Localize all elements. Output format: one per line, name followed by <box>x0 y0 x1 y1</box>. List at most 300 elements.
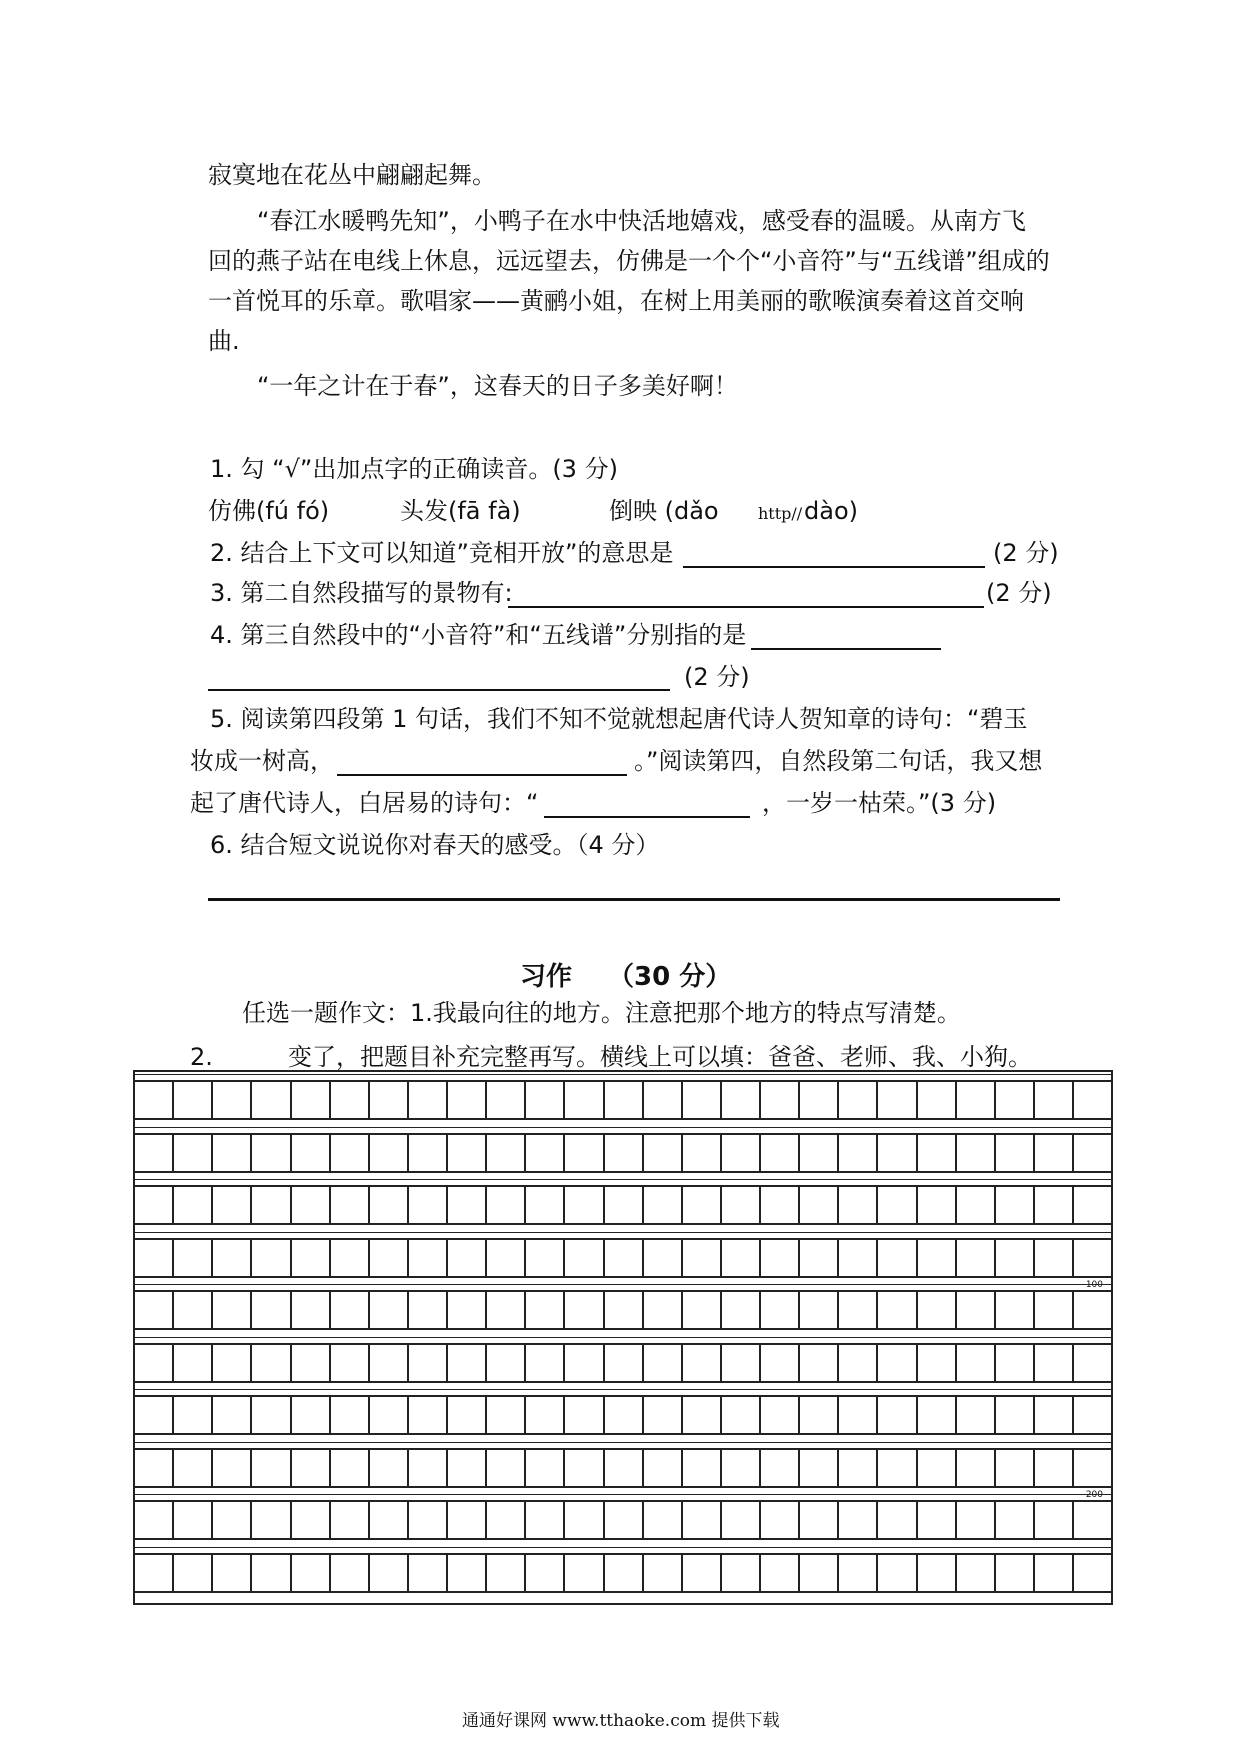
grid-cell[interactable] <box>563 1448 602 1488</box>
grid-cell[interactable] <box>211 1553 250 1593</box>
grid-row <box>135 1343 1111 1383</box>
question-6: 6. 结合短文说说你对春天的感受。（4 分） <box>210 831 660 859</box>
grid-cell[interactable] <box>211 1448 250 1488</box>
grid-cell[interactable] <box>135 1343 172 1383</box>
grid-cell[interactable] <box>955 1553 994 1593</box>
grid-cell[interactable] <box>368 1343 407 1383</box>
grid-cell[interactable] <box>837 1185 876 1225</box>
grid-cell[interactable] <box>994 1448 1033 1488</box>
grid-cell[interactable] <box>250 1500 289 1540</box>
grid-cell[interactable] <box>642 1500 681 1540</box>
grid-cell[interactable] <box>916 1553 955 1593</box>
grid-cell[interactable] <box>876 1080 915 1120</box>
grid-cell[interactable] <box>876 1238 915 1278</box>
grid-cell[interactable] <box>603 1133 642 1173</box>
grid-cell[interactable] <box>916 1185 955 1225</box>
grid-cell[interactable] <box>642 1448 681 1488</box>
grid-cell[interactable] <box>250 1448 289 1488</box>
grid-cell[interactable] <box>172 1238 211 1278</box>
grid-cell[interactable] <box>994 1133 1033 1173</box>
grid-cell[interactable] <box>916 1290 955 1330</box>
grid-cell[interactable] <box>1072 1395 1111 1435</box>
grid-rule-line <box>135 1337 1111 1338</box>
grid-cell[interactable] <box>603 1080 642 1120</box>
grid-rule-line <box>135 1074 1111 1075</box>
grid-cell[interactable] <box>837 1080 876 1120</box>
grid-cell[interactable] <box>211 1290 250 1330</box>
grid-cell[interactable] <box>1072 1185 1111 1225</box>
composition-instruction-2: 变了，把题目补充完整再写。横线上可以填：爸爸、老师、我、小狗。 <box>288 1043 1032 1071</box>
grid-cell[interactable] <box>563 1395 602 1435</box>
grid-cell[interactable] <box>720 1290 759 1330</box>
grid-cell[interactable] <box>290 1185 329 1225</box>
grid-cell[interactable] <box>955 1448 994 1488</box>
q5-answer-line-2[interactable] <box>544 790 750 818</box>
grid-cell[interactable] <box>1033 1553 1072 1593</box>
grid-cell[interactable] <box>172 1080 211 1120</box>
grid-cell[interactable] <box>759 1185 798 1225</box>
grid-cell[interactable] <box>135 1553 172 1593</box>
grid-cell[interactable] <box>720 1238 759 1278</box>
grid-cell[interactable] <box>446 1395 485 1435</box>
grid-cell[interactable] <box>485 1185 524 1225</box>
composition-instruction-2-number: 2. <box>190 1043 213 1071</box>
grid-cell[interactable] <box>250 1553 289 1593</box>
passage-para3: “一年之计在于春”，这春天的日子多美好啊！ <box>257 372 738 400</box>
grid-cell[interactable] <box>563 1500 602 1540</box>
grid-cell[interactable] <box>329 1500 368 1540</box>
grid-cell[interactable] <box>250 1185 289 1225</box>
grid-cell[interactable] <box>642 1395 681 1435</box>
grid-row <box>135 1238 1111 1278</box>
grid-cell[interactable] <box>290 1080 329 1120</box>
grid-cell[interactable] <box>916 1133 955 1173</box>
grid-marker-200: 200 <box>1085 1489 1103 1500</box>
grid-cell[interactable] <box>720 1343 759 1383</box>
grid-cell[interactable] <box>290 1553 329 1593</box>
grid-cell[interactable] <box>1072 1500 1111 1540</box>
grid-cell[interactable] <box>172 1500 211 1540</box>
grid-cell[interactable] <box>135 1238 172 1278</box>
grid-cell[interactable] <box>407 1290 446 1330</box>
grid-cell[interactable] <box>994 1500 1033 1540</box>
question-3: 3. 第二自然段描写的景物有: <box>210 579 513 607</box>
grid-cell[interactable] <box>329 1343 368 1383</box>
grid-cell[interactable] <box>876 1343 915 1383</box>
grid-marker-100: 100 <box>1085 1279 1103 1290</box>
grid-cell[interactable] <box>446 1238 485 1278</box>
grid-cell[interactable] <box>681 1185 720 1225</box>
grid-cell[interactable] <box>798 1500 837 1540</box>
grid-cell[interactable] <box>563 1290 602 1330</box>
grid-cell[interactable] <box>837 1448 876 1488</box>
grid-cell[interactable] <box>798 1448 837 1488</box>
grid-cell[interactable] <box>446 1080 485 1120</box>
grid-cell[interactable] <box>876 1448 915 1488</box>
grid-cell[interactable] <box>759 1500 798 1540</box>
grid-cell[interactable] <box>916 1343 955 1383</box>
grid-cell[interactable] <box>172 1343 211 1383</box>
grid-cell[interactable] <box>135 1133 172 1173</box>
grid-row <box>135 1290 1111 1330</box>
grid-cell[interactable] <box>250 1238 289 1278</box>
grid-cell[interactable] <box>759 1343 798 1383</box>
grid-cell[interactable] <box>368 1395 407 1435</box>
grid-cell[interactable] <box>524 1553 563 1593</box>
grid-cell[interactable] <box>603 1553 642 1593</box>
grid-cell[interactable] <box>524 1133 563 1173</box>
grid-cell[interactable] <box>681 1343 720 1383</box>
grid-cell[interactable] <box>211 1238 250 1278</box>
grid-cell[interactable] <box>407 1500 446 1540</box>
grid-cell[interactable] <box>368 1185 407 1225</box>
grid-cell[interactable] <box>1033 1343 1072 1383</box>
grid-cell[interactable] <box>524 1500 563 1540</box>
grid-cell[interactable] <box>681 1290 720 1330</box>
grid-cell[interactable] <box>524 1080 563 1120</box>
grid-rule-line <box>135 1547 1111 1548</box>
grid-cell[interactable] <box>955 1395 994 1435</box>
grid-cell[interactable] <box>485 1500 524 1540</box>
grid-cell[interactable] <box>837 1343 876 1383</box>
grid-cell[interactable] <box>368 1133 407 1173</box>
grid-cell[interactable] <box>172 1133 211 1173</box>
grid-cell[interactable] <box>994 1290 1033 1330</box>
grid-cell[interactable] <box>955 1133 994 1173</box>
grid-cell[interactable] <box>720 1185 759 1225</box>
grid-cell[interactable] <box>1033 1133 1072 1173</box>
grid-cell[interactable] <box>1033 1395 1072 1435</box>
grid-cell[interactable] <box>876 1133 915 1173</box>
grid-cell[interactable] <box>1072 1448 1111 1488</box>
grid-cell[interactable] <box>563 1343 602 1383</box>
grid-cell[interactable] <box>446 1500 485 1540</box>
grid-cell[interactable] <box>250 1133 289 1173</box>
grid-cell[interactable] <box>563 1080 602 1120</box>
grid-cell[interactable] <box>603 1290 642 1330</box>
grid-cell[interactable] <box>329 1238 368 1278</box>
grid-cell[interactable] <box>642 1238 681 1278</box>
grid-cell[interactable] <box>485 1448 524 1488</box>
grid-cell[interactable] <box>446 1553 485 1593</box>
writing-grid[interactable] <box>133 1070 1113 1605</box>
grid-cell[interactable] <box>485 1238 524 1278</box>
grid-cell[interactable] <box>135 1500 172 1540</box>
grid-cell[interactable] <box>485 1290 524 1330</box>
grid-cell[interactable] <box>485 1133 524 1173</box>
grid-cell[interactable] <box>524 1238 563 1278</box>
grid-cell[interactable] <box>135 1395 172 1435</box>
grid-cell[interactable] <box>407 1448 446 1488</box>
grid-cell[interactable] <box>681 1238 720 1278</box>
grid-cell[interactable] <box>524 1448 563 1488</box>
grid-cell[interactable] <box>720 1448 759 1488</box>
grid-row <box>135 1185 1111 1225</box>
passage-para2-line2: 回的燕子站在电线上休息，远远望去，仿佛是一个个“小音符”与“五线谱”组成的 <box>208 247 1050 275</box>
grid-cell[interactable] <box>876 1185 915 1225</box>
grid-cell[interactable] <box>603 1343 642 1383</box>
grid-cell[interactable] <box>485 1553 524 1593</box>
grid-cell[interactable] <box>485 1343 524 1383</box>
grid-row <box>135 1395 1111 1435</box>
grid-cell[interactable] <box>329 1133 368 1173</box>
grid-cell[interactable] <box>720 1500 759 1540</box>
grid-cell[interactable] <box>563 1238 602 1278</box>
grid-cell[interactable] <box>955 1500 994 1540</box>
grid-cell[interactable] <box>329 1395 368 1435</box>
grid-cell[interactable] <box>172 1395 211 1435</box>
grid-cell[interactable] <box>642 1133 681 1173</box>
grid-cell[interactable] <box>250 1343 289 1383</box>
grid-cell[interactable] <box>407 1080 446 1120</box>
grid-cell[interactable] <box>759 1448 798 1488</box>
grid-cell[interactable] <box>681 1080 720 1120</box>
grid-cell[interactable] <box>837 1500 876 1540</box>
q1-option-dao: dào) <box>804 497 858 525</box>
passage-para2-line3: 一首悦耳的乐章。歌唱家——黄鹂小姐，在树上用美丽的歌喉演奏着这首交响 <box>208 287 1024 315</box>
grid-cell[interactable] <box>720 1395 759 1435</box>
grid-cell[interactable] <box>407 1185 446 1225</box>
grid-cell[interactable] <box>603 1238 642 1278</box>
grid-cell[interactable] <box>1072 1553 1111 1593</box>
grid-cell[interactable] <box>172 1185 211 1225</box>
grid-cell[interactable] <box>759 1133 798 1173</box>
grid-cell[interactable] <box>876 1553 915 1593</box>
grid-cell[interactable] <box>955 1185 994 1225</box>
grid-cell[interactable] <box>407 1133 446 1173</box>
grid-cell[interactable] <box>916 1448 955 1488</box>
grid-cell[interactable] <box>1033 1238 1072 1278</box>
grid-cell[interactable] <box>994 1395 1033 1435</box>
grid-cell[interactable] <box>407 1553 446 1593</box>
grid-cell[interactable] <box>368 1238 407 1278</box>
grid-cell[interactable] <box>524 1343 563 1383</box>
grid-cell[interactable] <box>916 1238 955 1278</box>
grid-cell[interactable] <box>250 1290 289 1330</box>
grid-cell[interactable] <box>603 1500 642 1540</box>
grid-cell[interactable] <box>798 1238 837 1278</box>
grid-cell[interactable] <box>720 1553 759 1593</box>
grid-cell[interactable] <box>681 1395 720 1435</box>
grid-cell[interactable] <box>720 1080 759 1120</box>
grid-cell[interactable] <box>368 1553 407 1593</box>
grid-cell[interactable] <box>524 1395 563 1435</box>
grid-cell[interactable] <box>916 1080 955 1120</box>
grid-cell[interactable] <box>407 1395 446 1435</box>
grid-cell[interactable] <box>876 1395 915 1435</box>
grid-cell[interactable] <box>837 1133 876 1173</box>
grid-cell[interactable] <box>524 1290 563 1330</box>
grid-cell[interactable] <box>1033 1500 1072 1540</box>
grid-cell[interactable] <box>798 1185 837 1225</box>
grid-cell[interactable] <box>955 1080 994 1120</box>
q3-answer-line[interactable] <box>508 580 984 608</box>
grid-cell[interactable] <box>681 1448 720 1488</box>
grid-cell[interactable] <box>1033 1290 1072 1330</box>
grid-cell[interactable] <box>1072 1343 1111 1383</box>
grid-cell[interactable] <box>798 1343 837 1383</box>
grid-cell[interactable] <box>798 1395 837 1435</box>
grid-cell[interactable] <box>407 1238 446 1278</box>
grid-cell[interactable] <box>485 1080 524 1120</box>
grid-cell[interactable] <box>290 1395 329 1435</box>
grid-cell[interactable] <box>759 1080 798 1120</box>
grid-cell[interactable] <box>563 1185 602 1225</box>
grid-cell[interactable] <box>994 1553 1033 1593</box>
q3-score: (2 分) <box>986 579 1052 607</box>
grid-cell[interactable] <box>642 1080 681 1120</box>
grid-cell[interactable] <box>290 1343 329 1383</box>
question-5-line1: 5. 阅读第四段第 1 句话，我们不知不觉就想起唐代诗人贺知章的诗句：“碧玉 <box>210 705 1028 733</box>
footer-source: 通通好课网 www.tthaoke.com 提供下载 <box>462 1711 780 1731</box>
grid-cell[interactable] <box>798 1133 837 1173</box>
grid-cell[interactable] <box>446 1448 485 1488</box>
grid-cell[interactable] <box>368 1080 407 1120</box>
grid-cell[interactable] <box>135 1185 172 1225</box>
grid-rule-line <box>135 1179 1111 1180</box>
grid-rule-line <box>135 1442 1111 1443</box>
grid-cell[interactable] <box>759 1395 798 1435</box>
grid-cell[interactable] <box>994 1185 1033 1225</box>
grid-row <box>135 1133 1111 1173</box>
grid-cell[interactable] <box>916 1395 955 1435</box>
grid-cell[interactable] <box>916 1500 955 1540</box>
grid-cell[interactable] <box>135 1290 172 1330</box>
q4-answer-line-1[interactable] <box>751 622 941 650</box>
grid-cell[interactable] <box>759 1238 798 1278</box>
grid-cell[interactable] <box>603 1448 642 1488</box>
grid-cell[interactable] <box>876 1500 915 1540</box>
grid-cell[interactable] <box>211 1185 250 1225</box>
grid-cell[interactable] <box>642 1553 681 1593</box>
grid-cell[interactable] <box>837 1553 876 1593</box>
q2-answer-line[interactable] <box>683 540 985 568</box>
grid-cell[interactable] <box>955 1238 994 1278</box>
grid-cell[interactable] <box>446 1343 485 1383</box>
grid-cell[interactable] <box>329 1185 368 1225</box>
question-1: 1. 勾 “√”出加点字的正确读音。(3 分) <box>210 455 618 483</box>
q1-option-daoying: 倒映 (dǎo <box>609 497 719 525</box>
grid-cell[interactable] <box>329 1290 368 1330</box>
grid-cell[interactable] <box>563 1133 602 1173</box>
grid-cell[interactable] <box>798 1553 837 1593</box>
grid-cell[interactable] <box>681 1133 720 1173</box>
grid-cell[interactable] <box>368 1290 407 1330</box>
grid-cell[interactable] <box>368 1500 407 1540</box>
q2-score: (2 分) <box>993 539 1059 567</box>
grid-cell[interactable] <box>1033 1448 1072 1488</box>
q1-url-fragment: http// <box>758 504 803 523</box>
composition-score: （30 分） <box>608 962 732 992</box>
grid-cell[interactable] <box>798 1080 837 1120</box>
grid-cell[interactable] <box>681 1553 720 1593</box>
grid-cell[interactable] <box>603 1395 642 1435</box>
grid-cell[interactable] <box>876 1290 915 1330</box>
grid-cell[interactable] <box>603 1185 642 1225</box>
grid-cell[interactable] <box>642 1185 681 1225</box>
q6-answer-line[interactable] <box>208 898 1060 901</box>
grid-row <box>135 1448 1111 1488</box>
grid-rule-line <box>135 1127 1111 1128</box>
composition-title: 习作 <box>520 962 573 992</box>
grid-cell[interactable] <box>290 1238 329 1278</box>
grid-cell[interactable] <box>446 1290 485 1330</box>
grid-cell[interactable] <box>681 1500 720 1540</box>
grid-cell[interactable] <box>211 1343 250 1383</box>
grid-cell[interactable] <box>1072 1290 1111 1330</box>
q4-answer-line-2[interactable] <box>208 663 670 691</box>
grid-cell[interactable] <box>211 1500 250 1540</box>
grid-cell[interactable] <box>759 1553 798 1593</box>
grid-cell[interactable] <box>955 1290 994 1330</box>
grid-cell[interactable] <box>329 1448 368 1488</box>
question-2: 2. 结合上下文可以知道”竞相开放”的意思是 <box>210 539 674 567</box>
grid-cell[interactable] <box>1033 1080 1072 1120</box>
question-5-line2a: 妆成一树高， <box>190 747 334 775</box>
grid-cell[interactable] <box>250 1080 289 1120</box>
q5-answer-line-1[interactable] <box>337 748 627 776</box>
grid-cell[interactable] <box>798 1290 837 1330</box>
q4-score: (2 分) <box>684 663 750 691</box>
grid-rule-line <box>135 1494 1111 1495</box>
grid-cell[interactable] <box>211 1395 250 1435</box>
grid-cell[interactable] <box>172 1290 211 1330</box>
grid-cell[interactable] <box>135 1448 172 1488</box>
grid-cell[interactable] <box>211 1080 250 1120</box>
grid-cell[interactable] <box>211 1133 250 1173</box>
grid-cell[interactable] <box>759 1290 798 1330</box>
grid-cell[interactable] <box>994 1080 1033 1120</box>
grid-rule-line <box>135 1284 1111 1285</box>
grid-cell[interactable] <box>290 1133 329 1173</box>
grid-cell[interactable] <box>1072 1080 1111 1120</box>
grid-cell[interactable] <box>368 1448 407 1488</box>
grid-cell[interactable] <box>446 1133 485 1173</box>
grid-cell[interactable] <box>1033 1185 1072 1225</box>
grid-cell[interactable] <box>955 1343 994 1383</box>
q1-option-toufa: 头发(fā fà) <box>400 497 521 525</box>
grid-cell[interactable] <box>524 1185 563 1225</box>
grid-cell[interactable] <box>172 1553 211 1593</box>
grid-cell[interactable] <box>720 1133 759 1173</box>
grid-cell[interactable] <box>485 1395 524 1435</box>
grid-cell[interactable] <box>642 1290 681 1330</box>
grid-cell[interactable] <box>290 1448 329 1488</box>
grid-cell[interactable] <box>837 1395 876 1435</box>
grid-cell[interactable] <box>290 1290 329 1330</box>
grid-cell[interactable] <box>172 1448 211 1488</box>
grid-row <box>135 1500 1111 1540</box>
grid-cell[interactable] <box>446 1185 485 1225</box>
grid-cell[interactable] <box>642 1343 681 1383</box>
grid-cell[interactable] <box>1072 1238 1111 1278</box>
grid-cell[interactable] <box>407 1343 446 1383</box>
grid-cell[interactable] <box>994 1238 1033 1278</box>
grid-cell[interactable] <box>1072 1133 1111 1173</box>
grid-cell[interactable] <box>563 1553 602 1593</box>
grid-row <box>135 1080 1111 1120</box>
composition-instruction-1: 任选一题作文：1.我最向往的地方。注意把那个地方的特点写清楚。 <box>242 999 961 1027</box>
composition-title-blank[interactable] <box>210 1044 284 1072</box>
grid-cell[interactable] <box>250 1395 289 1435</box>
grid-cell[interactable] <box>290 1500 329 1540</box>
grid-cell[interactable] <box>329 1553 368 1593</box>
grid-cell[interactable] <box>837 1238 876 1278</box>
grid-cell[interactable] <box>135 1080 172 1120</box>
grid-cell[interactable] <box>329 1080 368 1120</box>
grid-cell[interactable] <box>994 1343 1033 1383</box>
grid-cell[interactable] <box>837 1290 876 1330</box>
